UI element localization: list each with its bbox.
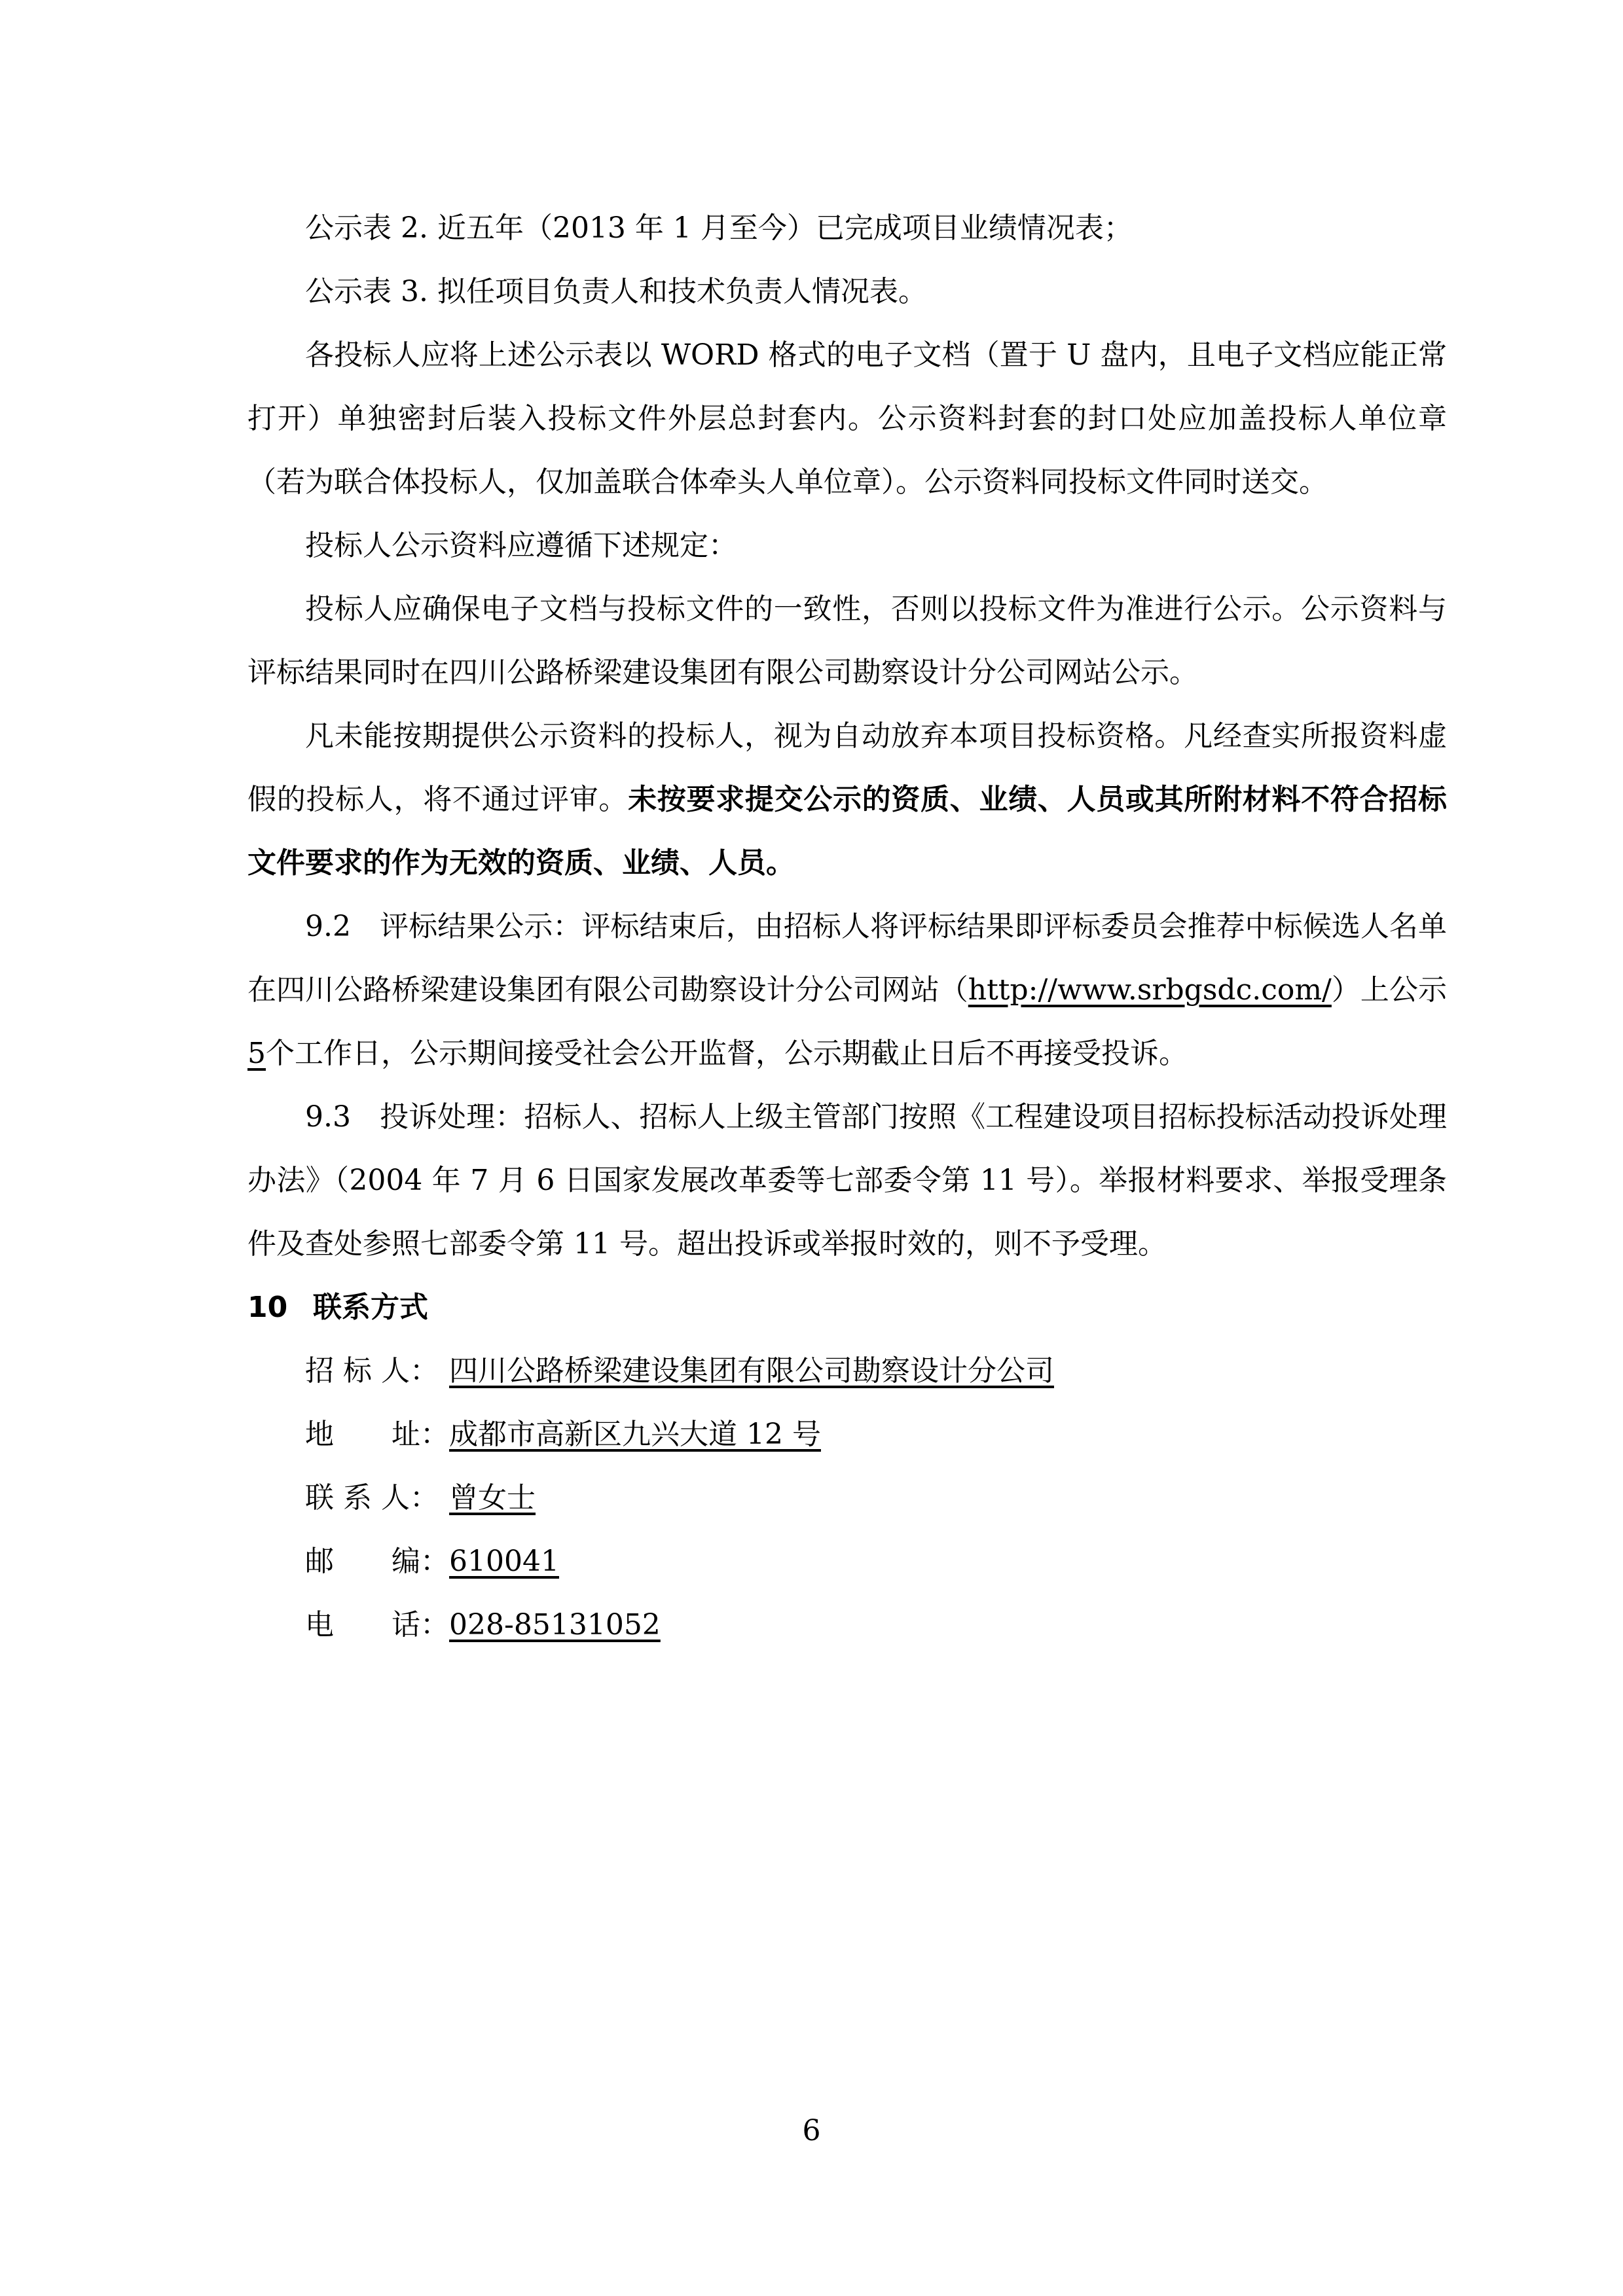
page-number: 6	[802, 2114, 821, 2147]
contact-row-person	[305, 1466, 1447, 1530]
paragraph-forfeit-rule	[247, 704, 1447, 895]
website-link[interactable]: http://www.srbgsdc.com/	[968, 973, 1332, 1007]
paragraph-submission-format: 各投标人应将上述公示表以 WORD 格式的电子文档（置于 U 盘内，且电子文档应能正常打开）单独密封后装入投标文件外层总封套内。公示资料封套的封口处应加盖投标人单位章（若为联合体投标人，仅加盖联合体牵头人单位章）。公示资料同投标文件同时送交。	[247, 338, 1447, 499]
section-number: 10	[247, 1291, 288, 1324]
paragraph-consistency-rule: 投标人应确保电子文档与投标文件的一致性，否则以投标文件为准进行公示。公示资料与评标结果同时在四川公路桥梁建设集团有限公司勘察设计分公司网站公示。	[247, 592, 1447, 689]
contact-row-postcode	[305, 1530, 1447, 1593]
contact-label: 联 系 人：	[305, 1481, 439, 1515]
contact-value: 028-85131052	[449, 1608, 661, 1641]
page-content	[247, 196, 1447, 1657]
contact-row-address	[305, 1403, 1447, 1466]
contact-row-tenderer	[305, 1339, 1447, 1403]
result-publicity-text-2: ）上公示	[1331, 973, 1447, 1007]
contact-label: 地 址：	[305, 1418, 449, 1451]
invalid-materials-text: 未按要求提交公示的资质、业绩、人员或其所附材料不符合招标文件要求的作为无效的资质、业绩、人员。	[247, 783, 1448, 880]
paragraph-result-publicity	[247, 895, 1447, 1085]
contact-label: 电 话：	[305, 1608, 449, 1641]
contact-label: 招 标 人：	[305, 1354, 439, 1388]
contact-value: 曾女士	[449, 1481, 536, 1515]
forfeit-text: 凡未能按期提供公示资料的投标人，视为自动放弃本项目投标资格。凡经查实所报资料虚假的投标人，将不通过评审。	[247, 719, 1447, 816]
contact-value: 610041	[449, 1545, 559, 1578]
section-title: 联系方式	[313, 1291, 428, 1324]
paragraph-notice-table-3: 公示表 3. 拟任项目负责人和技术负责人情况表。	[305, 275, 927, 308]
contact-value: 四川公路桥梁建设集团有限公司勘察设计分公司	[449, 1354, 1054, 1388]
contact-value: 成都市高新区九兴大道 12 号	[449, 1418, 821, 1451]
paragraph-notice-table-2: 公示表 2. 近五年（2013 年 1 月至今）已完成项目业绩情况表；	[305, 211, 1133, 245]
publicity-days: 5	[247, 1037, 266, 1070]
paragraph-rules-intro: 投标人公示资料应遵循下述规定：	[305, 529, 737, 562]
section-heading	[247, 1276, 1447, 1339]
result-publicity-text: 9.2 评标结果公示：评标结束后，由招标人将评标结果即评标委员会推荐中标候选人名单在四川公路桥梁建设集团有限公司勘察设计分公司网站（	[247, 910, 1447, 1007]
paragraph-complaint-handling: 9.3 投诉处理：招标人、招标人上级主管部门按照《工程建设项目招标投标活动投诉处理办法》（2004 年 7 月 6 日国家发展改革委等七部委令第 11 号）。举报材料要求、举报受理条件及查处参照七部委令第 11 号。超出投诉或举报时效的，则不予受理。	[247, 1100, 1447, 1261]
contact-list	[305, 1339, 1447, 1657]
result-publicity-text-3: 个工作日，公示期间接受社会公开监督，公示期截止日后不再接受投诉。	[266, 1037, 1188, 1070]
contact-row-phone	[305, 1593, 1447, 1657]
contact-label: 邮 编：	[305, 1545, 449, 1578]
